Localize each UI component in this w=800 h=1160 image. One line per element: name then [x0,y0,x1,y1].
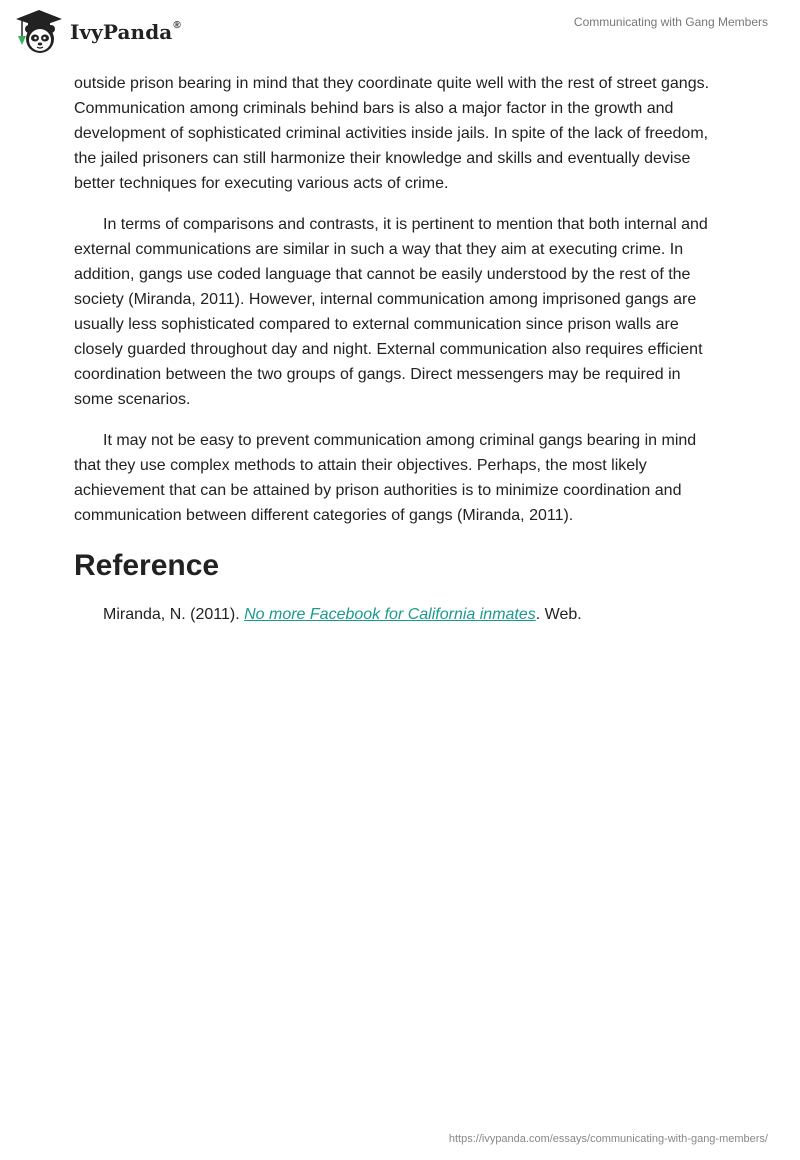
panda-graduate-icon [14,8,64,56]
ivypanda-logo[interactable] [14,8,181,56]
reference-suffix: . Web. [535,606,582,623]
body-paragraph: In terms of comparisons and contrasts, it is pertinent to mention that both internal and external communications are similar in such a way that they aim at executing crime. In addition, gangs use coded language that cannot be easily understood by the rest of the society (Miranda, 2011). However, internal communication among imprisoned gangs are usually less sophisticated compared to external communication since prison walls are closely guarded throughout day and night. External communication also requires efficient coordination between the two groups of gangs. Direct messengers may be required in some scenarios. [74,216,708,408]
reference-heading: Reference [74,549,220,582]
body-paragraph: It may not be easy to prevent communication among criminal gangs bearing in mind that they use complex methods to attain their objectives. Perhaps, the most likely achievement that can be attained by prison authorities is to minimize coordination and communication between different categories of gangs (Miranda, 2011). [74,432,697,524]
reference-author-year: Miranda, N. (2011). [103,606,245,623]
body-paragraph: outside prison bearing in mind that they coordinate quite well with the rest of street gangs. Communication among criminals behind bars is also a major factor in the growth and development of sophisticated criminal activities inside jails. In spite of the lack of freedom, the jailed prisoners can still harmonize their knowledge and skills and eventually devise better techniques for executing various acts of crime. [74,75,710,192]
reference-entry [103,602,724,627]
page-url: https://ivypanda.com/essays/communicating-with-gang-members/ [448,1133,768,1145]
essay-content [74,71,724,627]
page-header [0,0,800,62]
registered-mark: ® [173,20,181,32]
document-title: Communicating with Gang Members [573,15,768,29]
reference-link[interactable]: No more Facebook for California inmates [244,606,536,623]
brand-name: IvyPanda® [70,20,181,44]
